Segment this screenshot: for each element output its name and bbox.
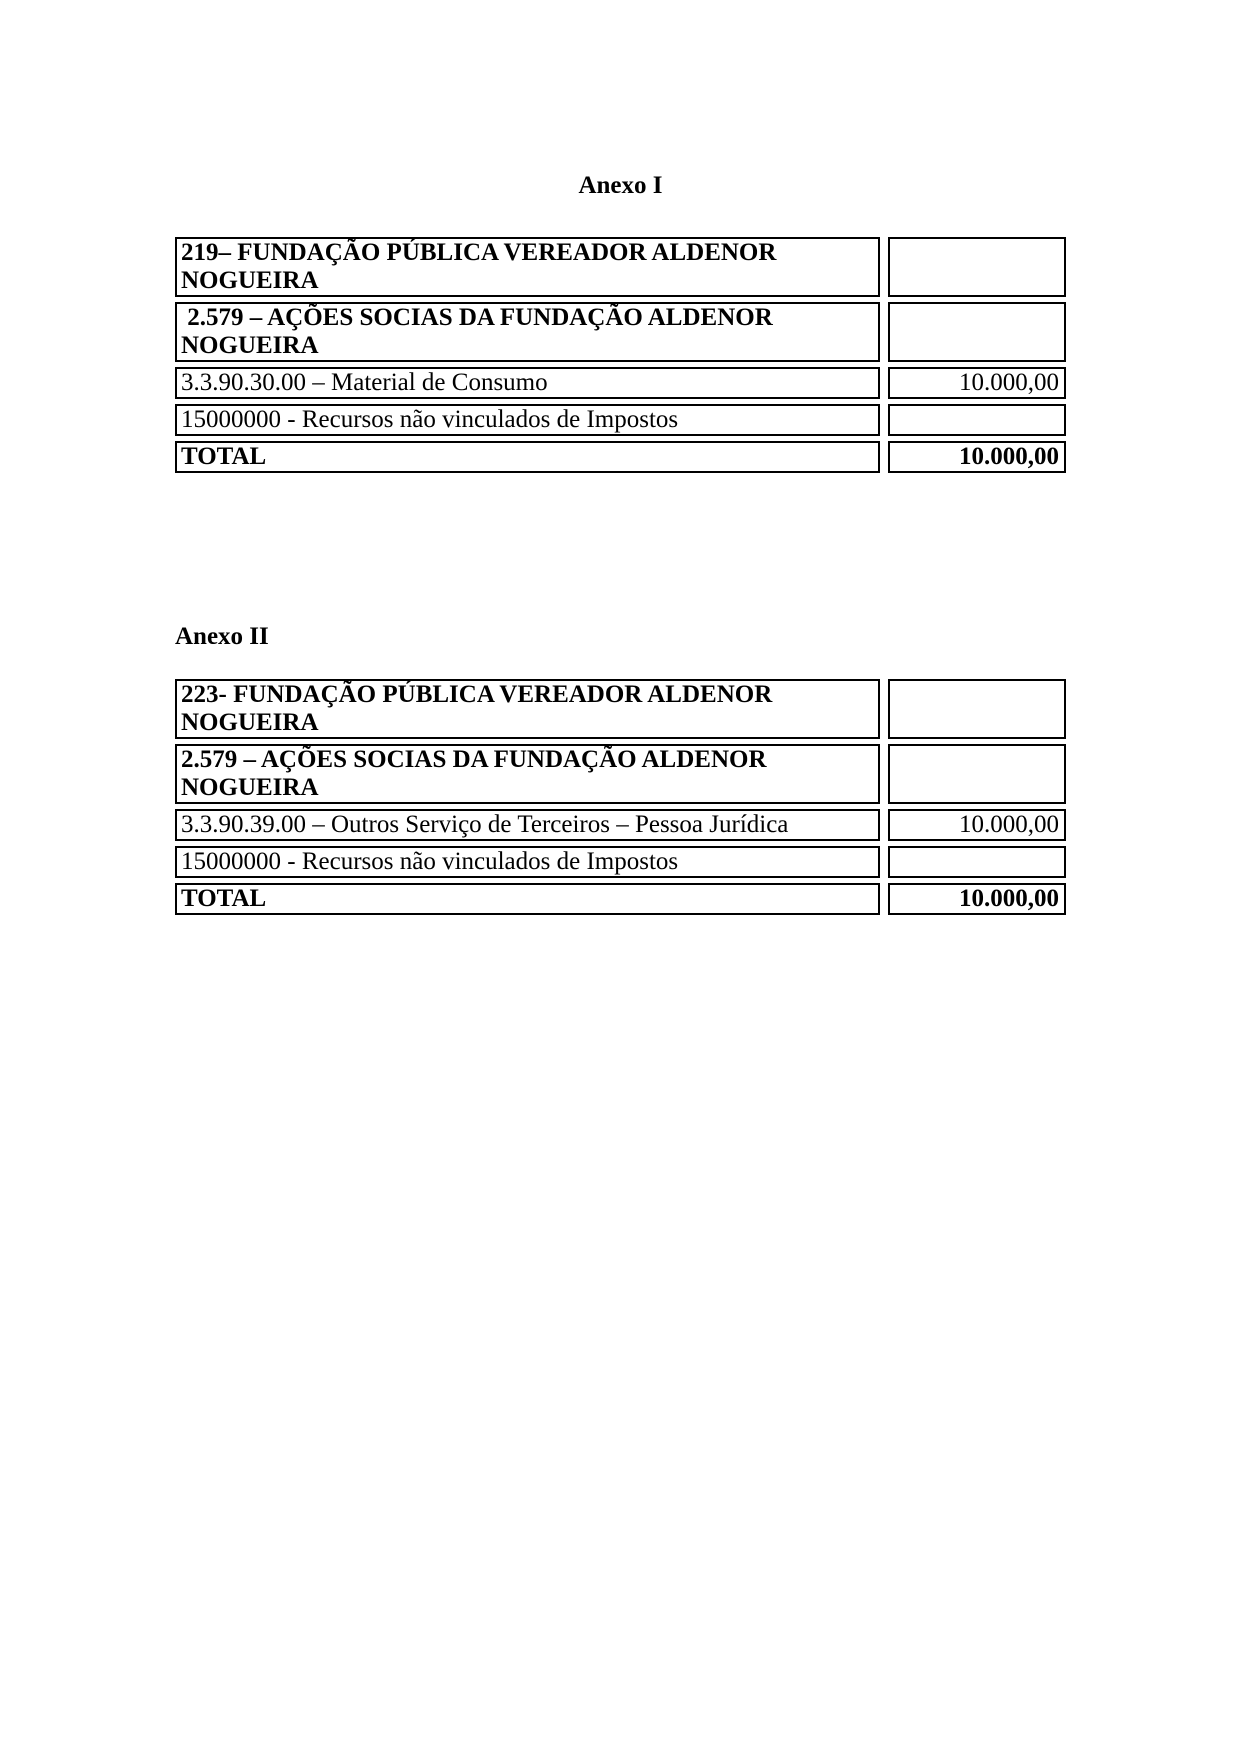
anexo2-title: Anexo II <box>175 623 269 650</box>
anexo1-row3-label: 3.3.90.30.00 – Material de Consumo <box>175 367 880 399</box>
anexo1-row2-label: 2.579 – AÇÕES SOCIAS DA FUNDAÇÃO ALDENOR NOGUEIRA <box>175 302 880 362</box>
anexo1-title: Anexo I <box>578 172 663 199</box>
anexo2-row2-value <box>888 744 1066 804</box>
anexo2-row3-label: 3.3.90.39.00 – Outros Serviço de Terceiros – Pessoa Jurídica <box>175 809 880 841</box>
anexo1-row1-value <box>888 237 1066 297</box>
anexo1-total-label: TOTAL <box>175 441 880 473</box>
anexo2-table <box>175 679 1066 915</box>
anexo1-row4-value <box>888 404 1066 436</box>
anexo1-row3-value: 10.000,00 <box>888 367 1066 399</box>
anexo1-row4-label: 15000000 - Recursos não vinculados de Impostos <box>175 404 880 436</box>
anexo1-table <box>175 237 1066 473</box>
anexo1-row1-label: 219– FUNDAÇÃO PÚBLICA VEREADOR ALDENOR NOGUEIRA <box>175 237 880 297</box>
anexo2-row1-label: 223- FUNDAÇÃO PÚBLICA VEREADOR ALDENOR NOGUEIRA <box>175 679 880 739</box>
anexo2-row3-value: 10.000,00 <box>888 809 1066 841</box>
anexo2-row4-value <box>888 846 1066 878</box>
anexo2-total-label: TOTAL <box>175 883 880 915</box>
anexo1-total-value: 10.000,00 <box>888 441 1066 473</box>
anexo2-row2-label: 2.579 – AÇÕES SOCIAS DA FUNDAÇÃO ALDENOR NOGUEIRA <box>175 744 880 804</box>
anexo2-row1-value <box>888 679 1066 739</box>
anexo2-total-value: 10.000,00 <box>888 883 1066 915</box>
anexo1-row2-value <box>888 302 1066 362</box>
anexo2-row4-label: 15000000 - Recursos não vinculados de Impostos <box>175 846 880 878</box>
